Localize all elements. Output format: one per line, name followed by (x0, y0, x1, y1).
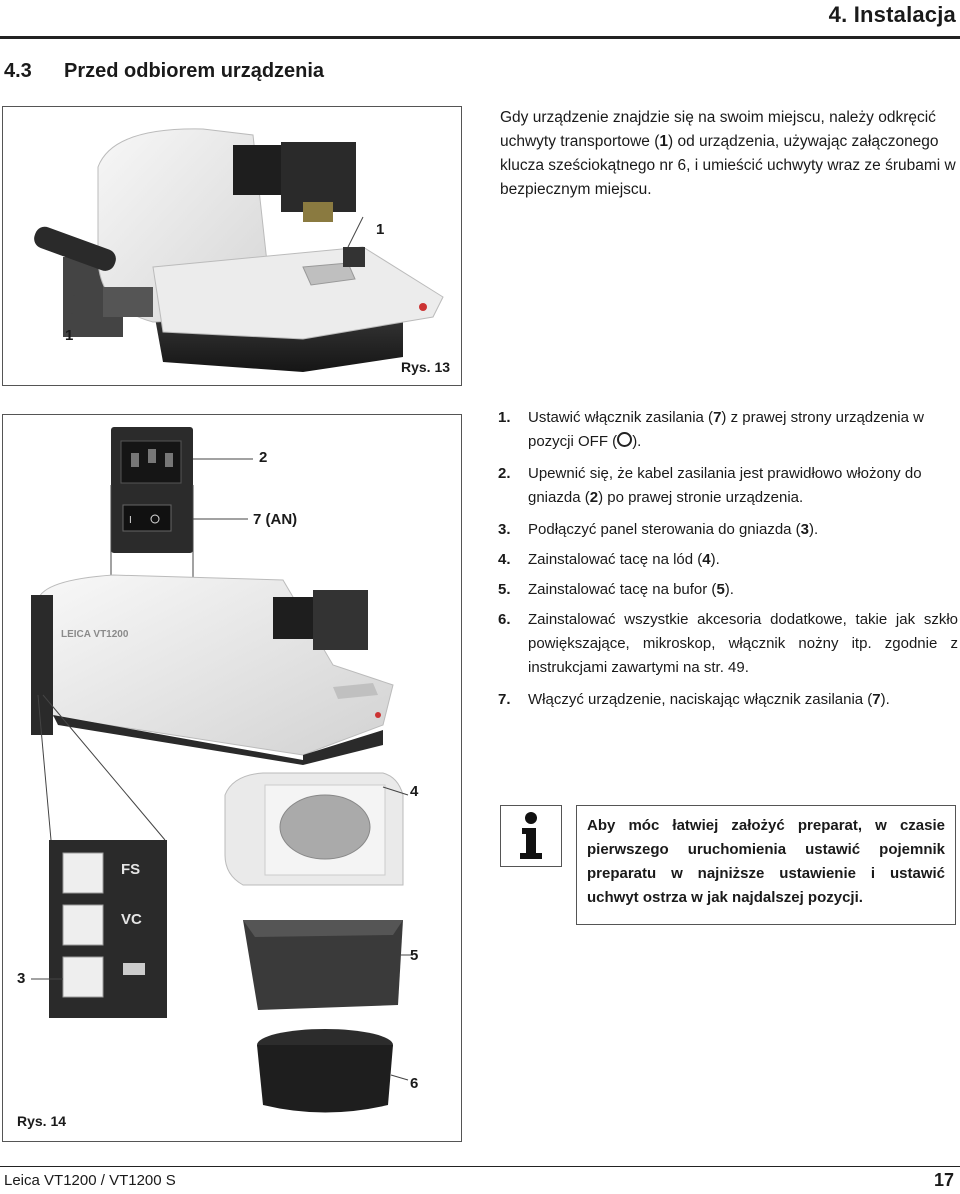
list-item: 1. Ustawić włącznik zasilania (7) z prawej strony urządzenia w pozycji OFF ( ). (498, 409, 924, 450)
callout-6: 6 (410, 1075, 419, 1092)
figure-14-label: Rys. 14 (17, 1113, 67, 1129)
intro-text-a: Gdy urządzenie znajdzie się na swoim miejscu, należy odkręcić uchwyty transportowe ( (500, 109, 936, 150)
callout-4: 4 (410, 783, 419, 800)
setup-photo (3, 415, 461, 1141)
callout-7-an: 7 (AN) (253, 511, 298, 528)
callout-1-left: 1 (65, 327, 74, 344)
info-note (500, 805, 956, 927)
setup-steps-list (498, 406, 958, 720)
info-icon-box (500, 805, 562, 867)
info-icon (514, 811, 548, 861)
callout-5: 5 (410, 947, 419, 964)
list-item: 2. Upewnić się, że kabel zasilania jest prawidłowo włożony do gniazda (2) po prawej stronie urządzenia. (498, 465, 922, 506)
intro-text-b: ) od urządzenia, używając załączonego klucza sześciokątnego nr 6, i umieścić uchwyty wraz ze śrubami w bezpiecznym miejscu. (500, 133, 956, 198)
list-item: 6. Zainstalować wszystkie akcesoria dodatkowe, takie jak szkło powiększające, mikroskop, włącznik nożny itp. zgodnie z instrukcjami zawartymi na str. 49. (498, 611, 958, 676)
callout-3: 3 (17, 970, 26, 987)
note-text: Aby móc łatwiej założyć preparat, w czasie pierwszego uruchomienia ustawić pojemnik preparatu w najniższe ustawienie i ustawić uchwyt ostrza w jak najdalszej pozycji. (576, 805, 956, 925)
port-label-vc: VC (121, 911, 142, 928)
callout-1-top: 1 (376, 221, 385, 238)
section-title-text: Przed odbiorem urządzenia (64, 60, 325, 82)
page-header (0, 0, 960, 40)
chapter-title: 4. Instalacja (828, 2, 956, 27)
header-rule (0, 36, 960, 39)
section-heading (4, 60, 324, 83)
figure-13 (2, 106, 462, 386)
list-item: 5. Zainstalować tacę na bufor (5). (498, 581, 734, 598)
footer-rule (0, 1166, 960, 1167)
port-label-fs: FS (121, 861, 141, 878)
footer-product: Leica VT1200 / VT1200 S (4, 1172, 176, 1189)
off-symbol-icon (617, 432, 632, 447)
figure-13-label: Rys. 13 (401, 359, 451, 375)
intro-paragraph (500, 106, 958, 202)
svg-text:I: I (129, 515, 132, 526)
figure-14 (2, 414, 462, 1142)
intro-ref: 1 (659, 133, 668, 150)
section-number: 4.3 (4, 60, 32, 82)
callout-2: 2 (259, 449, 268, 466)
page-number: 17 (933, 1170, 954, 1190)
list-item: 3. Podłączyć panel sterowania do gniazda (3). (498, 521, 819, 538)
list-item: 7. Włączyć urządzenie, naciskając włącznik zasilania (7). (498, 691, 890, 708)
brand-text: LEICA VT1200 (61, 629, 129, 640)
list-item: 4. Zainstalować tacę na lód (4). (498, 551, 720, 568)
